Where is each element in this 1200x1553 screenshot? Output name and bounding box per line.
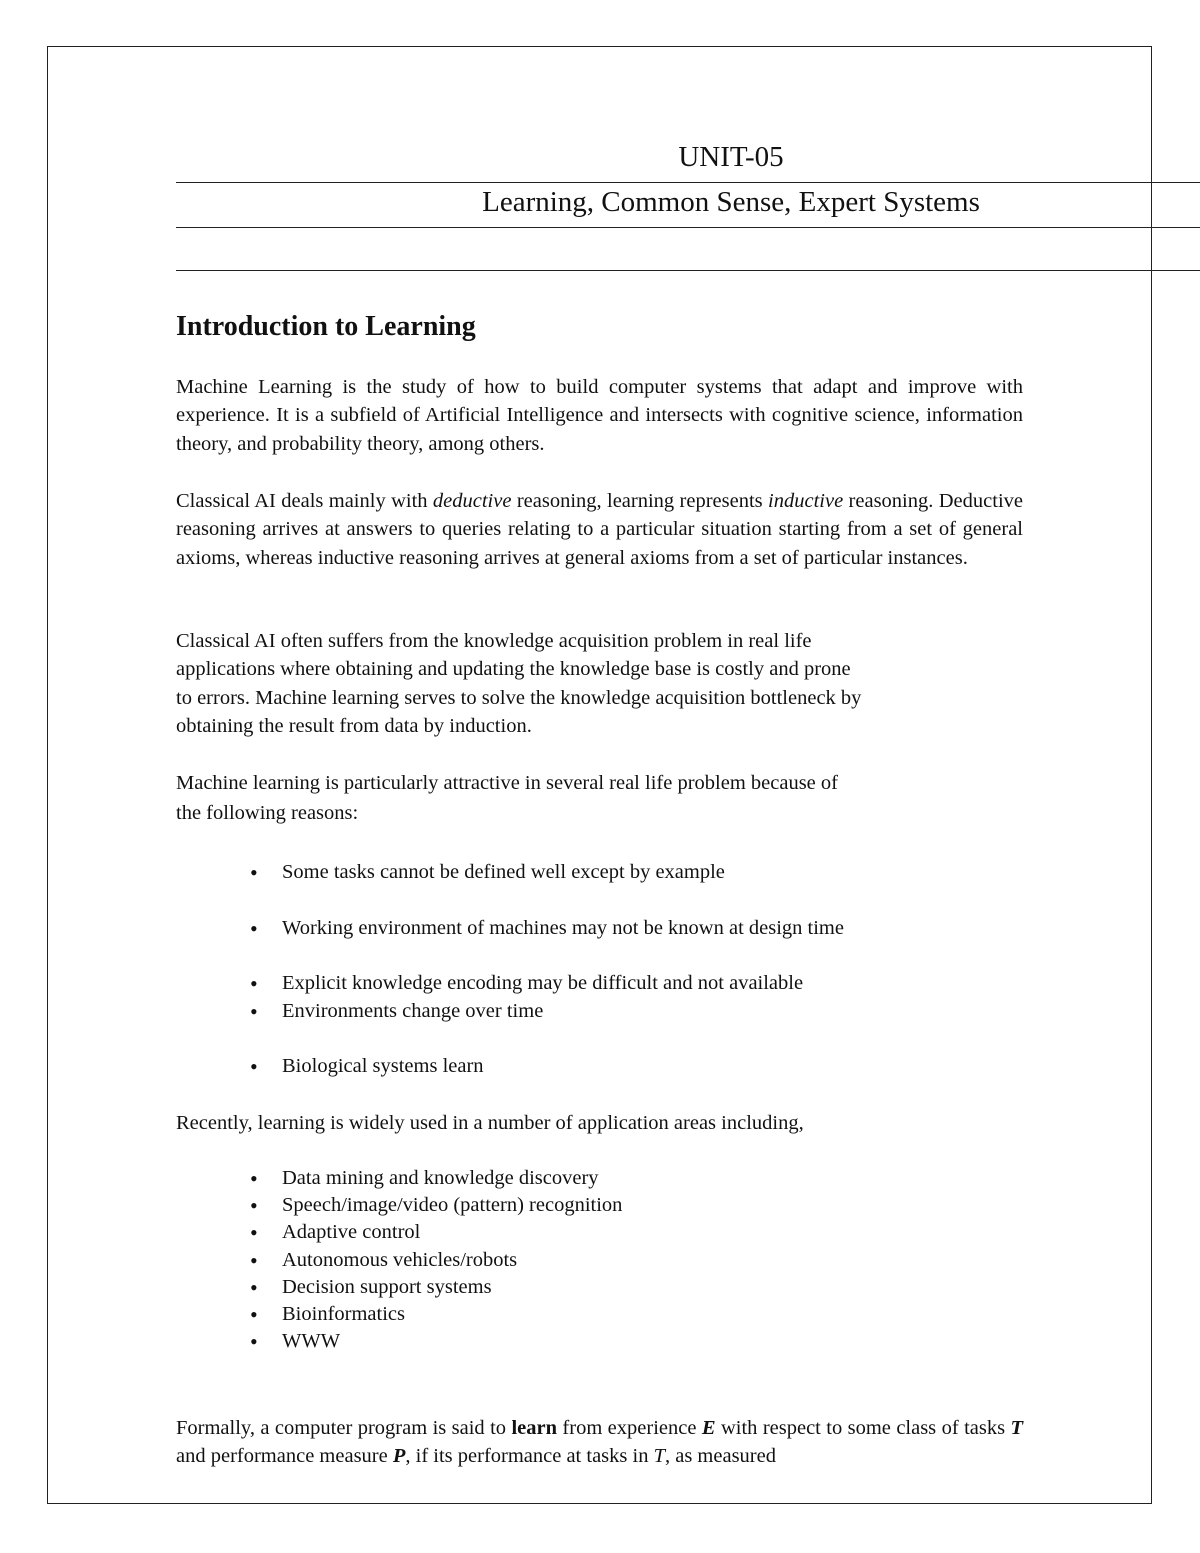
bold-learn: learn [511, 1417, 557, 1439]
section-heading: Introduction to Learning [176, 311, 476, 342]
list-item: • Bioinformatics [250, 1301, 622, 1328]
emphasis-inductive: inductive [768, 490, 844, 512]
list-item: • Adaptive control [250, 1219, 622, 1246]
header-rule-bottom [176, 270, 1200, 271]
emphasis-deductive: deductive [432, 490, 512, 512]
list-item: • Decision support systems [250, 1274, 622, 1301]
list-item: • Autonomous vehicles/robots [250, 1247, 622, 1274]
list-item: • Some tasks cannot be defined well except by example [250, 859, 844, 886]
list-item: • Speech/image/video (pattern) recognition [250, 1192, 622, 1219]
unit-subtitle: Learning, Common Sense, Expert Systems [482, 186, 980, 218]
header-rule-top [176, 182, 1200, 183]
list-item: • Working environment of machines may not be known at design time [250, 915, 844, 942]
paragraph-applications-intro: Recently, learning is widely used in a number of application areas including, [176, 1112, 804, 1134]
unit-title: UNIT-05 [678, 141, 784, 173]
list-item: • Explicit knowledge encoding may be difficult and not available [250, 970, 844, 997]
header-rule-middle [176, 227, 1200, 228]
paragraph-knowledge-acquisition: Classical AI often suffers from the knowledge acquisition problem in real life applications where obtaining and updating the knowledge base is costly and prone to errors. Machine learning serves to solve the knowledge acquisition bottleneck by obtaining the result from data by induction. [176, 630, 862, 737]
applications-list [250, 1165, 622, 1355]
paragraph-intro: Machine Learning is the study of how to build computer systems that adapt and improve with experience. It is a subfield of Artificial Intelligence and intersects with cognitive science, information theory, and probability theory, among others. [176, 376, 1023, 455]
list-item: • Biological systems learn [250, 1053, 844, 1080]
paragraph-reasons-intro: Machine learning is particularly attractive in several real life problem because of the following reasons: [176, 772, 838, 825]
paragraph-deductive-inductive: Classical AI deals mainly with deductive reasoning, learning represents inductive reasoning. Deductive reasoning arrives at answers to queries relating to a particular situation starting from a set of general axioms, whereas inductive reasoning arrives at general axioms from a set of particular instances. [176, 490, 1023, 569]
symbol-t: T [1010, 1417, 1024, 1439]
list-item: • Data mining and knowledge discovery [250, 1165, 622, 1192]
paragraph-formal-definition: Formally, a computer program is said to learn from experience E with respect to some class of tasks T and performance measure P, if its performance at tasks in T, as measured [176, 1417, 1024, 1468]
reasons-list [250, 859, 844, 1081]
list-item: • Environments change over time [250, 998, 844, 1025]
list-item: • WWW [250, 1328, 622, 1355]
symbol-p: P [392, 1445, 406, 1468]
symbol-t-italic: T [653, 1445, 665, 1468]
symbol-e: E [701, 1417, 716, 1439]
